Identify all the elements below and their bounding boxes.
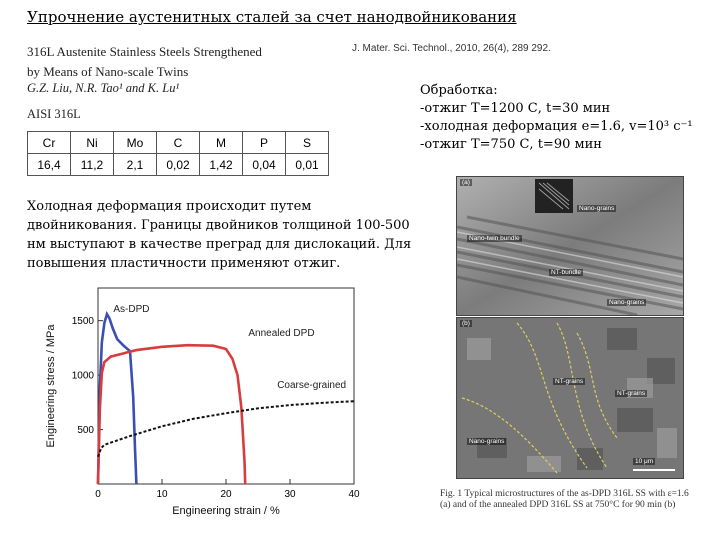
micrograph-a-texture <box>457 177 683 315</box>
composition-header-row <box>28 132 329 154</box>
micro-a-label: Nano-grains <box>609 299 645 306</box>
value-cell: 1,42 <box>200 154 243 176</box>
micrograph-panel-a <box>456 176 684 316</box>
micro-a-label: Nano-twin bundle <box>469 235 520 242</box>
x-tick-label: 10 <box>156 489 168 500</box>
series-line-coarse-grained <box>98 401 354 457</box>
x-axis-label: Engineering strain / % <box>172 505 280 517</box>
figure-caption: Fig. 1 Typical microstructures of the as-DPD 316L SS with ε=1.6 (a) and of the annealed DPD 316L SS at 750°C for 90 min (b) <box>440 489 689 510</box>
x-tick-label: 40 <box>348 489 360 500</box>
micro-a-label: Nano-grains <box>579 205 615 212</box>
value-cell: 11,2 <box>71 154 114 176</box>
axis-ticks <box>72 316 360 500</box>
series-label-coarse-grained: Coarse-grained <box>277 380 347 392</box>
micro-a-label: NT-bundle <box>551 269 581 276</box>
slide-title: Упрочнение аустенитных сталей за счет нанодвойникования <box>27 8 517 26</box>
composition-table <box>27 131 329 176</box>
series-label-as-dpd: As-DPD <box>113 303 150 315</box>
micro-b-label: NT-grains <box>555 378 584 385</box>
y-tick-label: 500 <box>77 425 94 437</box>
series-group <box>98 314 354 484</box>
element-cell: Cr <box>28 132 71 154</box>
x-tick-label: 0 <box>95 489 101 500</box>
x-tick-label: 20 <box>220 489 232 500</box>
micrograph-panel-b <box>456 317 684 479</box>
micro-b-label: Nano-grains <box>469 438 505 445</box>
treatment-heading: Обработка: <box>420 83 498 98</box>
series-label-annealed-dpd: Annealed DPD <box>248 327 315 339</box>
element-cell: M <box>200 132 243 154</box>
treatment-block <box>420 82 693 154</box>
paper-title-line2: by Means of Nano-scale Twins <box>27 64 189 79</box>
treatment-step: -отжиг Т=1200 С, t=30 мин <box>420 101 611 116</box>
y-axis-label: Engineering stress / MPa <box>45 324 57 448</box>
description-text: Холодная деформация происходит путем двойникования. Границы двойников толщиной 100-500 нм выступают в качестве преград для дислокаций. Для повышения пластичности применяют отжиг. <box>27 199 412 271</box>
alloy-name: AISI 316L <box>27 107 81 121</box>
stress-strain-chart <box>40 282 370 522</box>
y-tick-label: 1000 <box>71 370 94 382</box>
element-cell: Mo <box>114 132 157 154</box>
x-tick-label: 30 <box>284 489 296 500</box>
y-tick-label: 1500 <box>71 316 94 328</box>
panel-b-label: (b) <box>462 320 470 327</box>
chart-svg <box>40 282 370 522</box>
journal-reference: J. Mater. Sci. Technol., 2010, 26(4), 289 292. <box>352 43 551 54</box>
element-cell: S <box>286 132 329 154</box>
series-line-as-dpd <box>98 314 136 484</box>
micrograph-b-texture <box>457 318 683 478</box>
panel-a-label: (a) <box>462 179 470 186</box>
value-cell: 16,4 <box>28 154 71 176</box>
paper-title <box>27 42 262 82</box>
scale-bar-label: 10 μm <box>635 458 654 465</box>
element-cell: C <box>157 132 200 154</box>
element-cell: Ni <box>71 132 114 154</box>
paper-title-line1: 316L Austenite Stainless Steels Strengthened <box>27 44 262 59</box>
paper-authors: G.Z. Liu, N.R. Tao¹ and K. Lu¹ <box>27 81 180 95</box>
element-cell: P <box>243 132 286 154</box>
value-cell: 0,04 <box>243 154 286 176</box>
value-cell: 0,02 <box>157 154 200 176</box>
micro-b-label: NT-grains <box>617 390 646 397</box>
value-cell: 0,01 <box>286 154 329 176</box>
treatment-step: -холодная деформация e=1.6, v=10³ с⁻¹ <box>420 119 693 134</box>
composition-value-row <box>28 154 329 176</box>
value-cell: 2,1 <box>114 154 157 176</box>
treatment-step: -отжиг Т=750 С, t=90 мин <box>420 137 602 152</box>
